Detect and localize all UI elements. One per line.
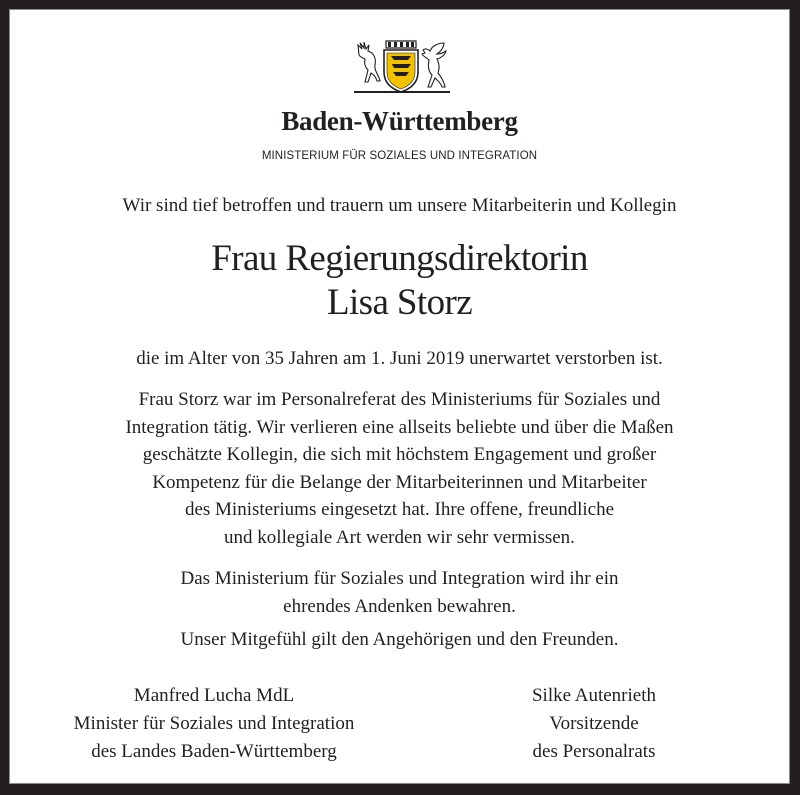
obituary-notice (9, 9, 790, 784)
signature-staff-council (464, 682, 724, 766)
baden-wuerttemberg-coat-of-arms-icon (348, 37, 454, 95)
intro-text: Wir sind tief betroffen und trauern um unsere Mitarbeiterin und Kollegin (122, 195, 677, 216)
signatory-role: Minister für Soziales und Integration (73, 713, 355, 734)
deceased-rank: Frau Regierungsdirektorin (211, 238, 588, 279)
death-notice (9, 345, 790, 373)
signature-minister (49, 682, 379, 766)
signatory-org: des Landes Baden-Württemberg (91, 741, 337, 762)
signatory-name: Manfred Lucha MdL (133, 685, 295, 706)
condolence-line: Unser Mitgefühl gilt den Angehörigen und den Freunden. (180, 629, 619, 650)
ministry-name: MINISTERIUM FÜR SOZIALES UND INTEGRATION (261, 150, 538, 162)
biography-paragraph (9, 386, 790, 551)
death-line: die im Alter von 35 Jahren am 1. Juni 2019 unerwartet verstorben ist. (136, 348, 663, 369)
memory-line: Das Ministerium für Soziales und Integration wird ihr ein (180, 568, 619, 589)
condolence-paragraph (9, 626, 790, 654)
bio-line: des Ministeriums eingesetzt hat. Ihre offene, freundliche (184, 499, 615, 520)
bio-line: Kompetenz für die Belange der Mitarbeiterinnen und Mitarbeiter (152, 471, 647, 493)
memory-paragraph (9, 565, 790, 620)
bio-line: Frau Storz war im Personalreferat des Ministeriums für Soziales und (138, 389, 661, 410)
bio-line: geschätzte Kollegin, die sich mit höchstem Engagement und großer (142, 444, 657, 465)
signatory-name: Silke Autenrieth (531, 685, 656, 706)
state-name: Baden-Württemberg (281, 106, 518, 136)
signatory-org: des Personalrats (532, 741, 656, 762)
bio-line: und kollegiale Art werden wir sehr vermissen. (224, 526, 575, 548)
memory-line: ehrendes Andenken bewahren. (283, 595, 516, 617)
bio-line: Integration tätig. Wir verlieren eine allseits beliebte und über die Maßen (125, 416, 674, 438)
deceased-name: Lisa Storz (326, 282, 473, 323)
signatory-role: Vorsitzende (549, 713, 639, 734)
deceased-title (9, 237, 790, 325)
